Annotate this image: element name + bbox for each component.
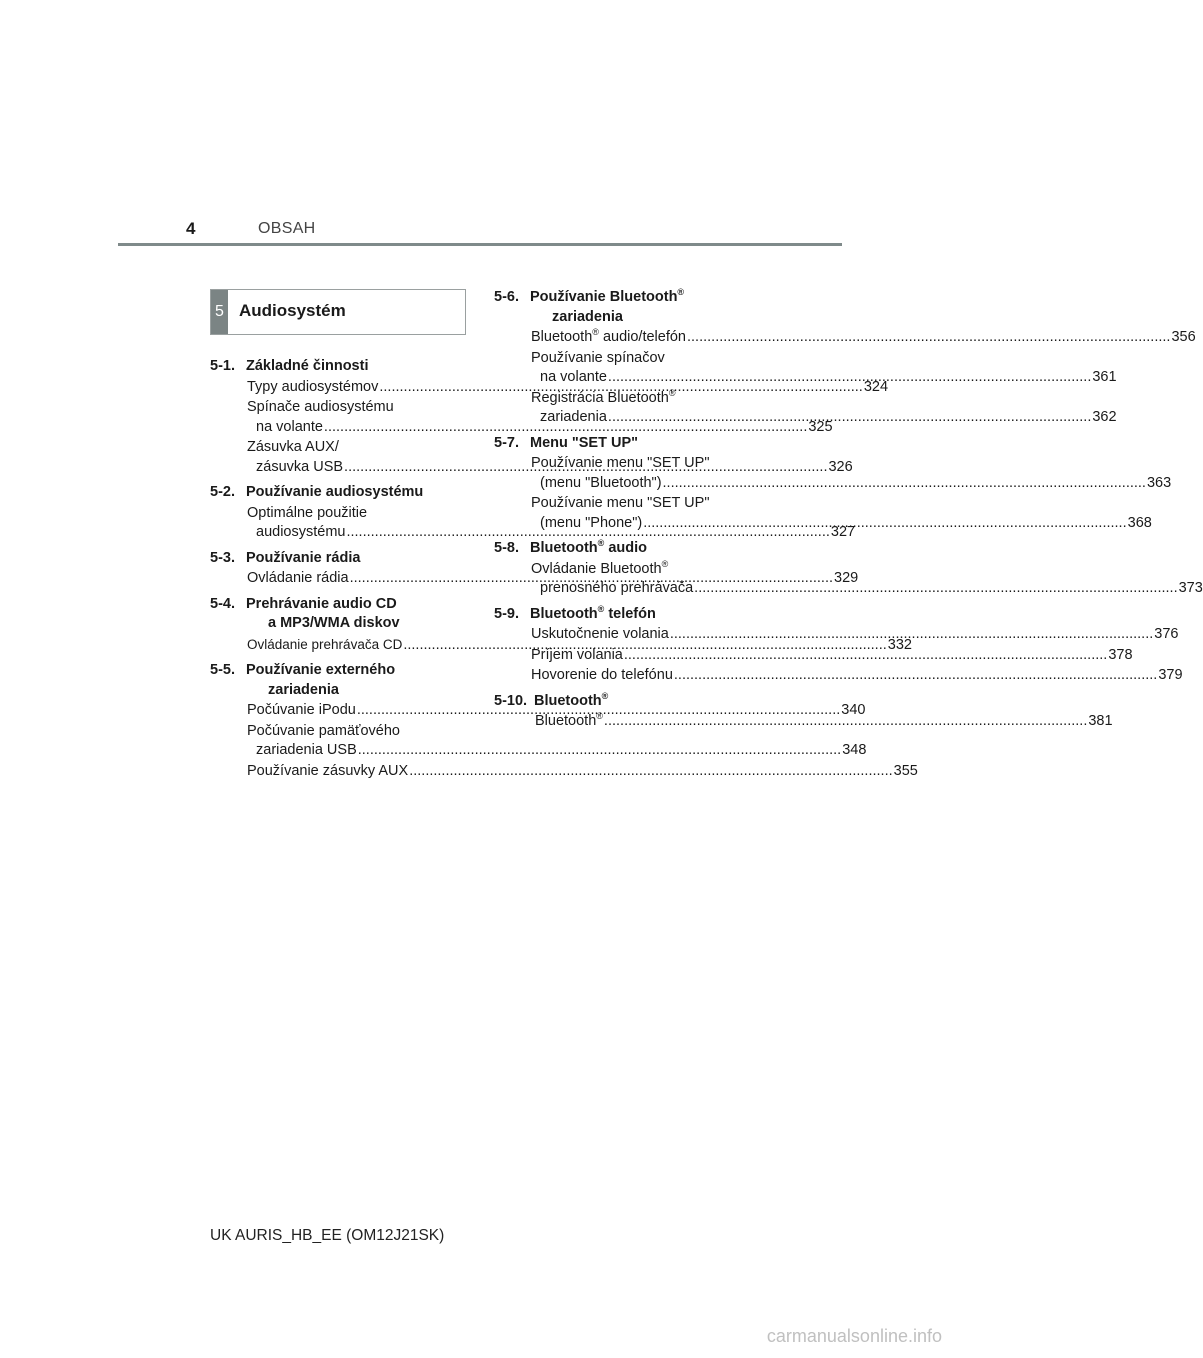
- entry-page: 332: [887, 636, 912, 653]
- toc-chapter[interactable]: [210, 483, 458, 503]
- registered-mark: ®: [596, 711, 603, 721]
- entry-title: Hovorenie do telefónu: [531, 667, 673, 683]
- toc-chapter[interactable]: [494, 692, 742, 712]
- entry-title-cont: (menu "Bluetooth"): [540, 474, 662, 491]
- entry-title: Bluetooth: [531, 329, 593, 345]
- toc-entry[interactable]: [210, 762, 918, 782]
- entry-title-cont: zásuvka USB: [256, 458, 344, 475]
- entry-title: Optimálne použitie: [247, 504, 368, 521]
- entry-title: Bluetooth: [535, 713, 597, 729]
- entry-page: 362: [1092, 409, 1117, 425]
- entry-page: 326: [828, 458, 853, 475]
- registered-mark: ®: [661, 558, 669, 569]
- entry-page: 376: [1154, 626, 1179, 642]
- entry-page: 356: [1171, 329, 1196, 345]
- entry-page: 381: [1088, 713, 1113, 729]
- chapter-number: 5-10.: [494, 692, 528, 709]
- entry-page: 373: [1178, 580, 1203, 596]
- entry-title: Používanie spínačov: [531, 349, 665, 366]
- chapter-title: Bluetooth: [530, 540, 598, 556]
- toc-chapter[interactable]: [210, 549, 458, 569]
- chapter-title: Používanie externého: [246, 662, 396, 678]
- section-number-tab: 5: [211, 290, 228, 334]
- chapter-title: Menu "SET UP": [530, 434, 639, 451]
- entry-title: Používanie menu "SET UP": [531, 495, 710, 511]
- entry-page: 327: [830, 524, 856, 540]
- page-number: 4: [186, 219, 196, 238]
- chapter-number: 5-6.: [494, 289, 519, 305]
- chapter-title: Používanie audiosystému: [246, 484, 424, 500]
- toc-entry[interactable]: [494, 666, 1183, 686]
- entry-page: 340: [841, 702, 866, 718]
- chapter-title: Základné činnosti: [246, 358, 369, 374]
- entry-title-cont: prenosného prehrávača: [540, 580, 694, 596]
- entry-page: 324: [863, 378, 889, 395]
- entry-page: 355: [893, 762, 918, 779]
- registered-mark: ®: [597, 603, 605, 614]
- chapter-title: Bluetooth: [530, 605, 598, 622]
- toc-entry[interactable]: [494, 711, 1113, 732]
- toc-chapter[interactable]: [210, 357, 458, 377]
- entry-page: 378: [1108, 646, 1133, 663]
- chapter-number: 5-8.: [494, 540, 519, 556]
- chapter-title: Používanie Bluetooth: [530, 289, 678, 305]
- watermark: carmanualsonline.info: [766, 1326, 942, 1346]
- registered-mark: ®: [668, 387, 676, 398]
- section-title: Audiosystém: [239, 301, 346, 320]
- entry-title: Používanie zásuvky AUX: [247, 762, 409, 779]
- entry-title: Zásuvka AUX/: [247, 439, 339, 455]
- entry-title: Uskutočnenie volania: [531, 626, 669, 642]
- entry-title: Príjem volania: [531, 646, 623, 663]
- entry-title: Ovládanie Bluetooth: [531, 560, 662, 577]
- entry-page: 379: [1158, 667, 1183, 683]
- entry-page: 363: [1146, 474, 1172, 491]
- chapter-title-cont: telefón: [604, 605, 656, 622]
- entry-title: Spínače audiosystému: [247, 399, 394, 415]
- chapter-title-cont: a MP3/WMA diskov: [268, 615, 400, 631]
- entry-title-cont: zariadenia: [540, 409, 607, 425]
- entry-title: Ovládanie prehrávača CD: [247, 636, 403, 652]
- registered-mark: ®: [677, 287, 685, 297]
- entry-title-cont: na volante: [540, 369, 607, 385]
- registered-mark: ®: [601, 690, 609, 701]
- toc-chapter[interactable]: [494, 434, 742, 454]
- entry-title: Ovládanie rádia: [247, 570, 349, 586]
- entry-title: Počúvanie pamäťového: [247, 722, 400, 739]
- entry-title-cont: zariadenia USB: [256, 742, 357, 758]
- chapter-number: 5-7.: [494, 434, 519, 451]
- entry-title: Používanie menu "SET UP": [531, 455, 710, 471]
- toc-chapter[interactable]: [494, 288, 742, 327]
- chapter-title-cont: zariadenia: [268, 681, 339, 698]
- chapter-title: Bluetooth: [534, 692, 602, 709]
- chapter-title: Používanie rádia: [246, 549, 361, 566]
- toc-chapter[interactable]: [494, 605, 742, 625]
- entry-page: 361: [1092, 369, 1117, 385]
- entry-title-cont: audio/telefón: [598, 329, 686, 345]
- chapter-number: 5-4.: [210, 595, 235, 612]
- entry-page: 325: [808, 418, 833, 435]
- chapter-number: 5-5.: [210, 662, 235, 678]
- chapter-title-cont: audio: [604, 540, 647, 556]
- entry-title-cont: audiosystému: [256, 524, 346, 540]
- entry-page: 348: [842, 742, 867, 758]
- page-header-title: OBSAH: [258, 220, 316, 237]
- toc-chapter[interactable]: [210, 661, 458, 700]
- chapter-number: 5-3.: [210, 549, 235, 566]
- chapter-number: 5-2.: [210, 484, 235, 500]
- entry-title-cont: na volante: [256, 418, 323, 435]
- chapter-number: 5-1.: [210, 358, 235, 374]
- entry-title: Počúvanie iPodu: [247, 702, 356, 718]
- toc-entry[interactable]: [494, 327, 1196, 348]
- toc-chapter[interactable]: [210, 595, 458, 634]
- toc-chapter[interactable]: [494, 539, 742, 559]
- entry-title: Registrácia Bluetooth: [531, 389, 669, 406]
- header-divider: [118, 243, 842, 246]
- registered-mark: ®: [592, 327, 599, 337]
- section-heading-box: [210, 289, 466, 335]
- toc-entry[interactable]: [210, 722, 867, 761]
- entry-title-cont: (menu "Phone"): [540, 514, 643, 531]
- chapter-title: Prehrávanie audio CD: [246, 595, 397, 612]
- entry-page: 368: [1127, 514, 1152, 531]
- toc-entry[interactable]: [494, 646, 1133, 666]
- entry-page: 329: [834, 570, 859, 586]
- chapter-number: 5-9.: [494, 605, 519, 622]
- chapter-title-cont: zariadenia: [552, 308, 623, 325]
- registered-mark: ®: [597, 538, 605, 548]
- footer-model-code: UK AURIS_HB_EE (OM12J21SK): [210, 1227, 445, 1244]
- entry-title: Typy audiosystémov: [247, 378, 379, 395]
